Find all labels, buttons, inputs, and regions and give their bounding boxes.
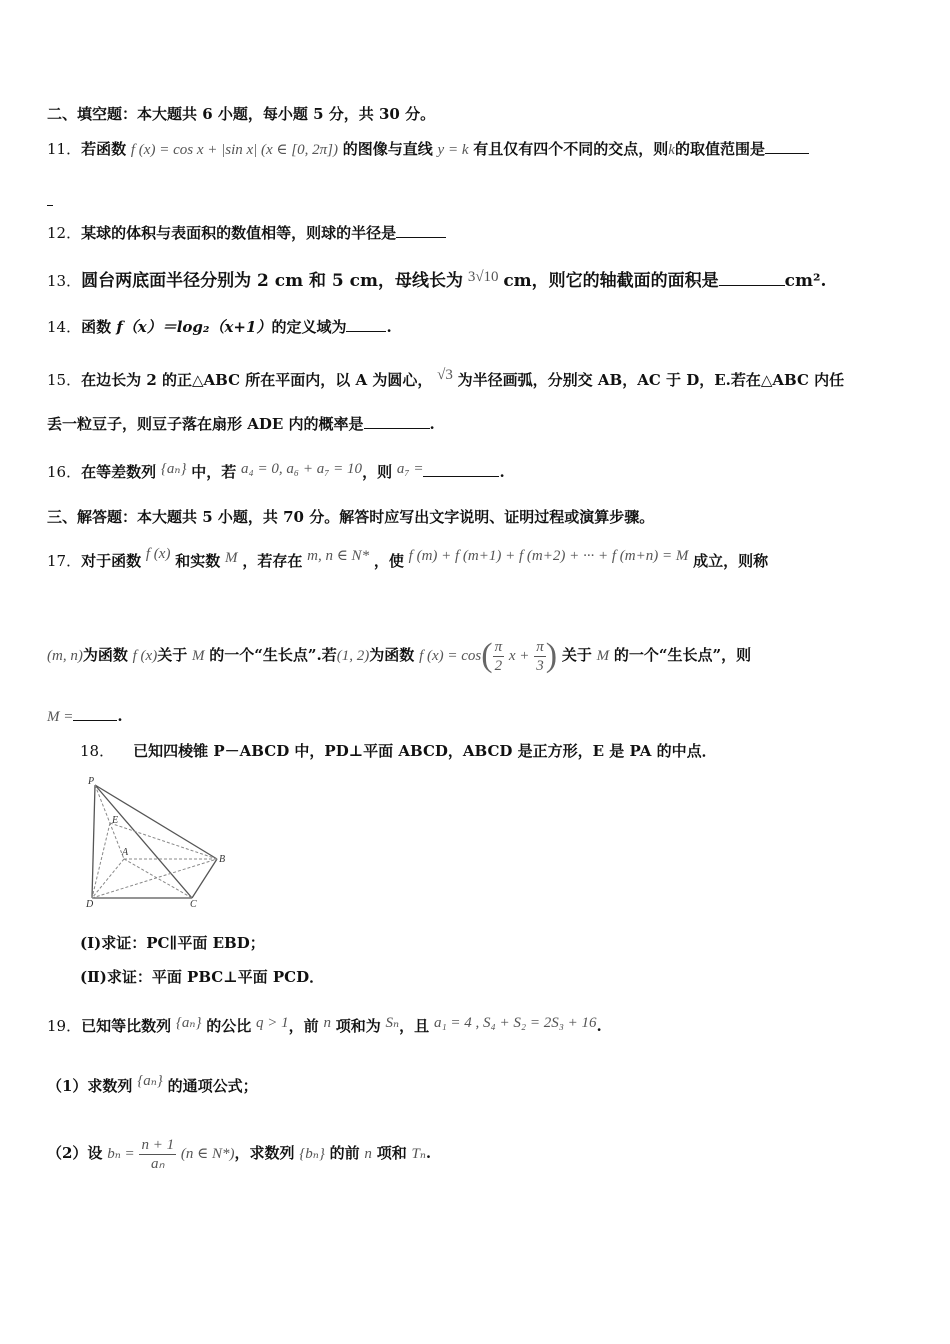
question-18-part-2: (Ⅱ)求证：平面 PBC⊥平面 PCD． xyxy=(80,968,325,986)
label-A: A xyxy=(122,847,129,858)
math-sequence: {aₙ} xyxy=(160,461,187,477)
math-line: y = k xyxy=(437,142,469,158)
answer-blank xyxy=(765,139,809,154)
label-P: P xyxy=(88,776,95,787)
math-condition: a₁ = 4 , S₄ + S₂ = 2S₃ + 16 xyxy=(433,1015,597,1031)
question-12: 12．某球的体积与表面积的数值相等，则球的半径是 xyxy=(47,222,446,244)
label-C: C xyxy=(190,899,197,908)
math-slant-length: 3√10 xyxy=(467,269,499,285)
math-radius: √3 xyxy=(437,367,453,383)
question-19: 19．已知等比数列 {aₙ} 的公比 q > 1，前 n 项和为 Sₙ，且 a₁ = 4 , S₄ + S₂ = 2S₃ + 16. xyxy=(47,1015,602,1035)
section-heading-fill-in: 二、填空题：本大题共 6 小题，每小题 5 分，共 30 分。 xyxy=(47,105,436,123)
label-E: E xyxy=(112,815,119,826)
question-11: 11．若函数 f (x) = cos x + |sin x| (x ∈ [0, 2π]) 的图像与直线 y = k 有且仅有四个不同的交点，则k的取值范围是 xyxy=(47,138,809,161)
edge-PA xyxy=(95,785,124,859)
answer-blank-continued xyxy=(47,190,53,212)
edge-PC xyxy=(95,785,192,898)
diag-DB xyxy=(92,859,217,898)
question-15: 15．在边长为 2 的正△ABC 所在平面内，以 A 为圆心， √3 为半径画弧，分别交 AB，AC 于 D，E.若在△ABC 内任 xyxy=(47,367,845,389)
math-function: f（x）＝log₂（x+1） xyxy=(116,318,272,336)
answer-blank xyxy=(719,271,785,286)
question-13: 13．圆台两底面半径分别为 2 cm 和 5 cm，母线长为 3√10 cm，则它的轴截面的面积是 cm². xyxy=(47,269,827,291)
question-number: 11． xyxy=(47,140,82,158)
answer-blank xyxy=(423,462,499,477)
label-D: D xyxy=(86,899,94,908)
answer-blank xyxy=(396,223,446,238)
question-18: 18． 已知四棱锥 P－ABCD 中，PD⊥平面 ABCD，ABCD 是正方形，E 是 PA 的中点． xyxy=(80,742,717,760)
diag-AC xyxy=(124,859,192,898)
question-19-part-2: （2）设 bₙ = $\frac{n + 1}{\text{aₙ}}$ (n ∈ N*)，求数列 {bₙ} 的前 n 项和 Tₙ. xyxy=(47,1136,432,1172)
fraction-pi-over-3: $\frac{\pi}{3}$ xyxy=(536,638,544,674)
label-B: B xyxy=(219,854,226,865)
math-cos-function: f (x) = cos xyxy=(419,648,482,664)
question-18-part-1: (Ⅰ)求证：PC∥平面 EBD； xyxy=(80,934,265,952)
question-14: 14．函数 f（x）＝log₂（x+1）的定义域为 . xyxy=(47,318,392,336)
question-17: 17．对于函数 f (x) 和实数 M ，若存在 m, n ∈ N* ，使 f (m) + f (m+1) + f (m+2) + ··· + f (m+n) = M 成立，则称 xyxy=(47,546,769,570)
question-15-line-2: 丢一粒豆子，则豆子落在扇形 ADE 内的概率是 . xyxy=(47,415,435,433)
question-16: 16．在等差数列 {aₙ} 中，若 a₄ = 0, a₆ + a₇ = 10，则 a₇ = . xyxy=(47,461,505,481)
fraction-pi-over-2: $\frac{\pi}{2}$ xyxy=(494,638,503,674)
edge-PD xyxy=(92,785,95,898)
question-19-part-1: （1）求数列 {aₙ} 的通项公式； xyxy=(47,1073,258,1095)
answer-blank xyxy=(346,317,386,332)
question-17-line-2: (m, n)为函数 f (x)关于 M 的一个“生长点”.若(1, 2)为函数 f (x) = cos( $\frac{\pi}{2}$ x + $\frac{\pi}{3}$ ) 关于 M 的一个“生长点”，则 xyxy=(47,637,752,674)
section-heading-answer: 三、解答题：本大题共 5 小题，共 70 分。解答时应写出文字说明、证明过程或演算步骤。 xyxy=(47,508,655,526)
math-target: a₇ = xyxy=(396,461,424,477)
math-function: f (x) = cos x + |sin x| (x ∈ [0, 2π]) xyxy=(130,142,338,158)
math-sum: f (m) + f (m+1) + f (m+2) + ··· + f (m+n) = M xyxy=(408,548,689,564)
edge-CB xyxy=(192,859,217,898)
math-condition: a₄ = 0, a₆ + a₇ = 10 xyxy=(241,461,363,477)
pyramid-figure xyxy=(80,773,240,908)
fraction-bn: $\frac{n + 1}{\text{aₙ}}$ xyxy=(141,1136,175,1172)
answer-blank xyxy=(364,414,430,429)
question-17-answer: M = . xyxy=(47,707,123,725)
answer-blank xyxy=(73,706,117,721)
